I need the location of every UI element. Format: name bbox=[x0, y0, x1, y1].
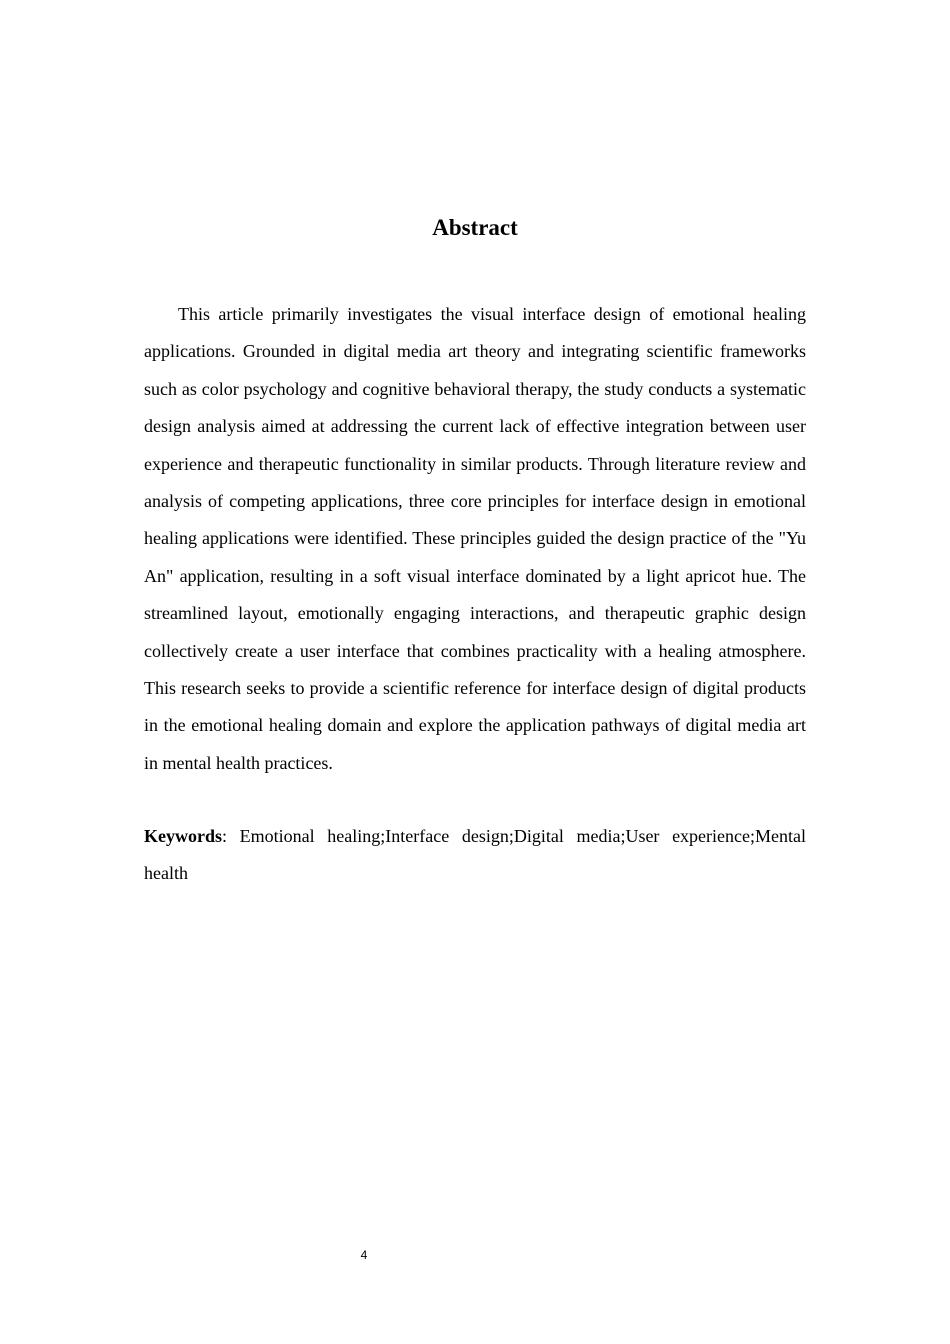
page-number: 4 bbox=[360, 1248, 368, 1262]
keywords-paragraph bbox=[144, 818, 806, 893]
abstract-title: Abstract bbox=[432, 215, 518, 240]
keywords-label: Keywords bbox=[144, 826, 222, 846]
abstract-body: This article primarily investigates the visual interface design of emotional healing applications. Grounded in digital media art theory and integrating scientific frameworks such as color psychology and cognitive behavioral therapy, the study conducts a systematic design analysis aimed at addressing the current lack of effective integration between user experience and therapeutic functionality in similar products. Through literature review and analysis of competing applications, three core principles for interface design in emotional healing applications were identified. These principles guided the design practice of the "Yu An" application, resulting in a soft visual interface dominated by a light apricot hue. The streamlined layout, emotionally engaging interactions, and therapeutic graphic design collectively create a user interface that combines practicality with a healing atmosphere. This research seeks to provide a scientific reference for interface design of digital products in the emotional healing domain and explore the application pathways of digital media art in mental health practices. bbox=[144, 304, 806, 773]
keywords-text: : Emotional healing;Interface design;Digital media;User experience;Mental health bbox=[144, 826, 806, 884]
